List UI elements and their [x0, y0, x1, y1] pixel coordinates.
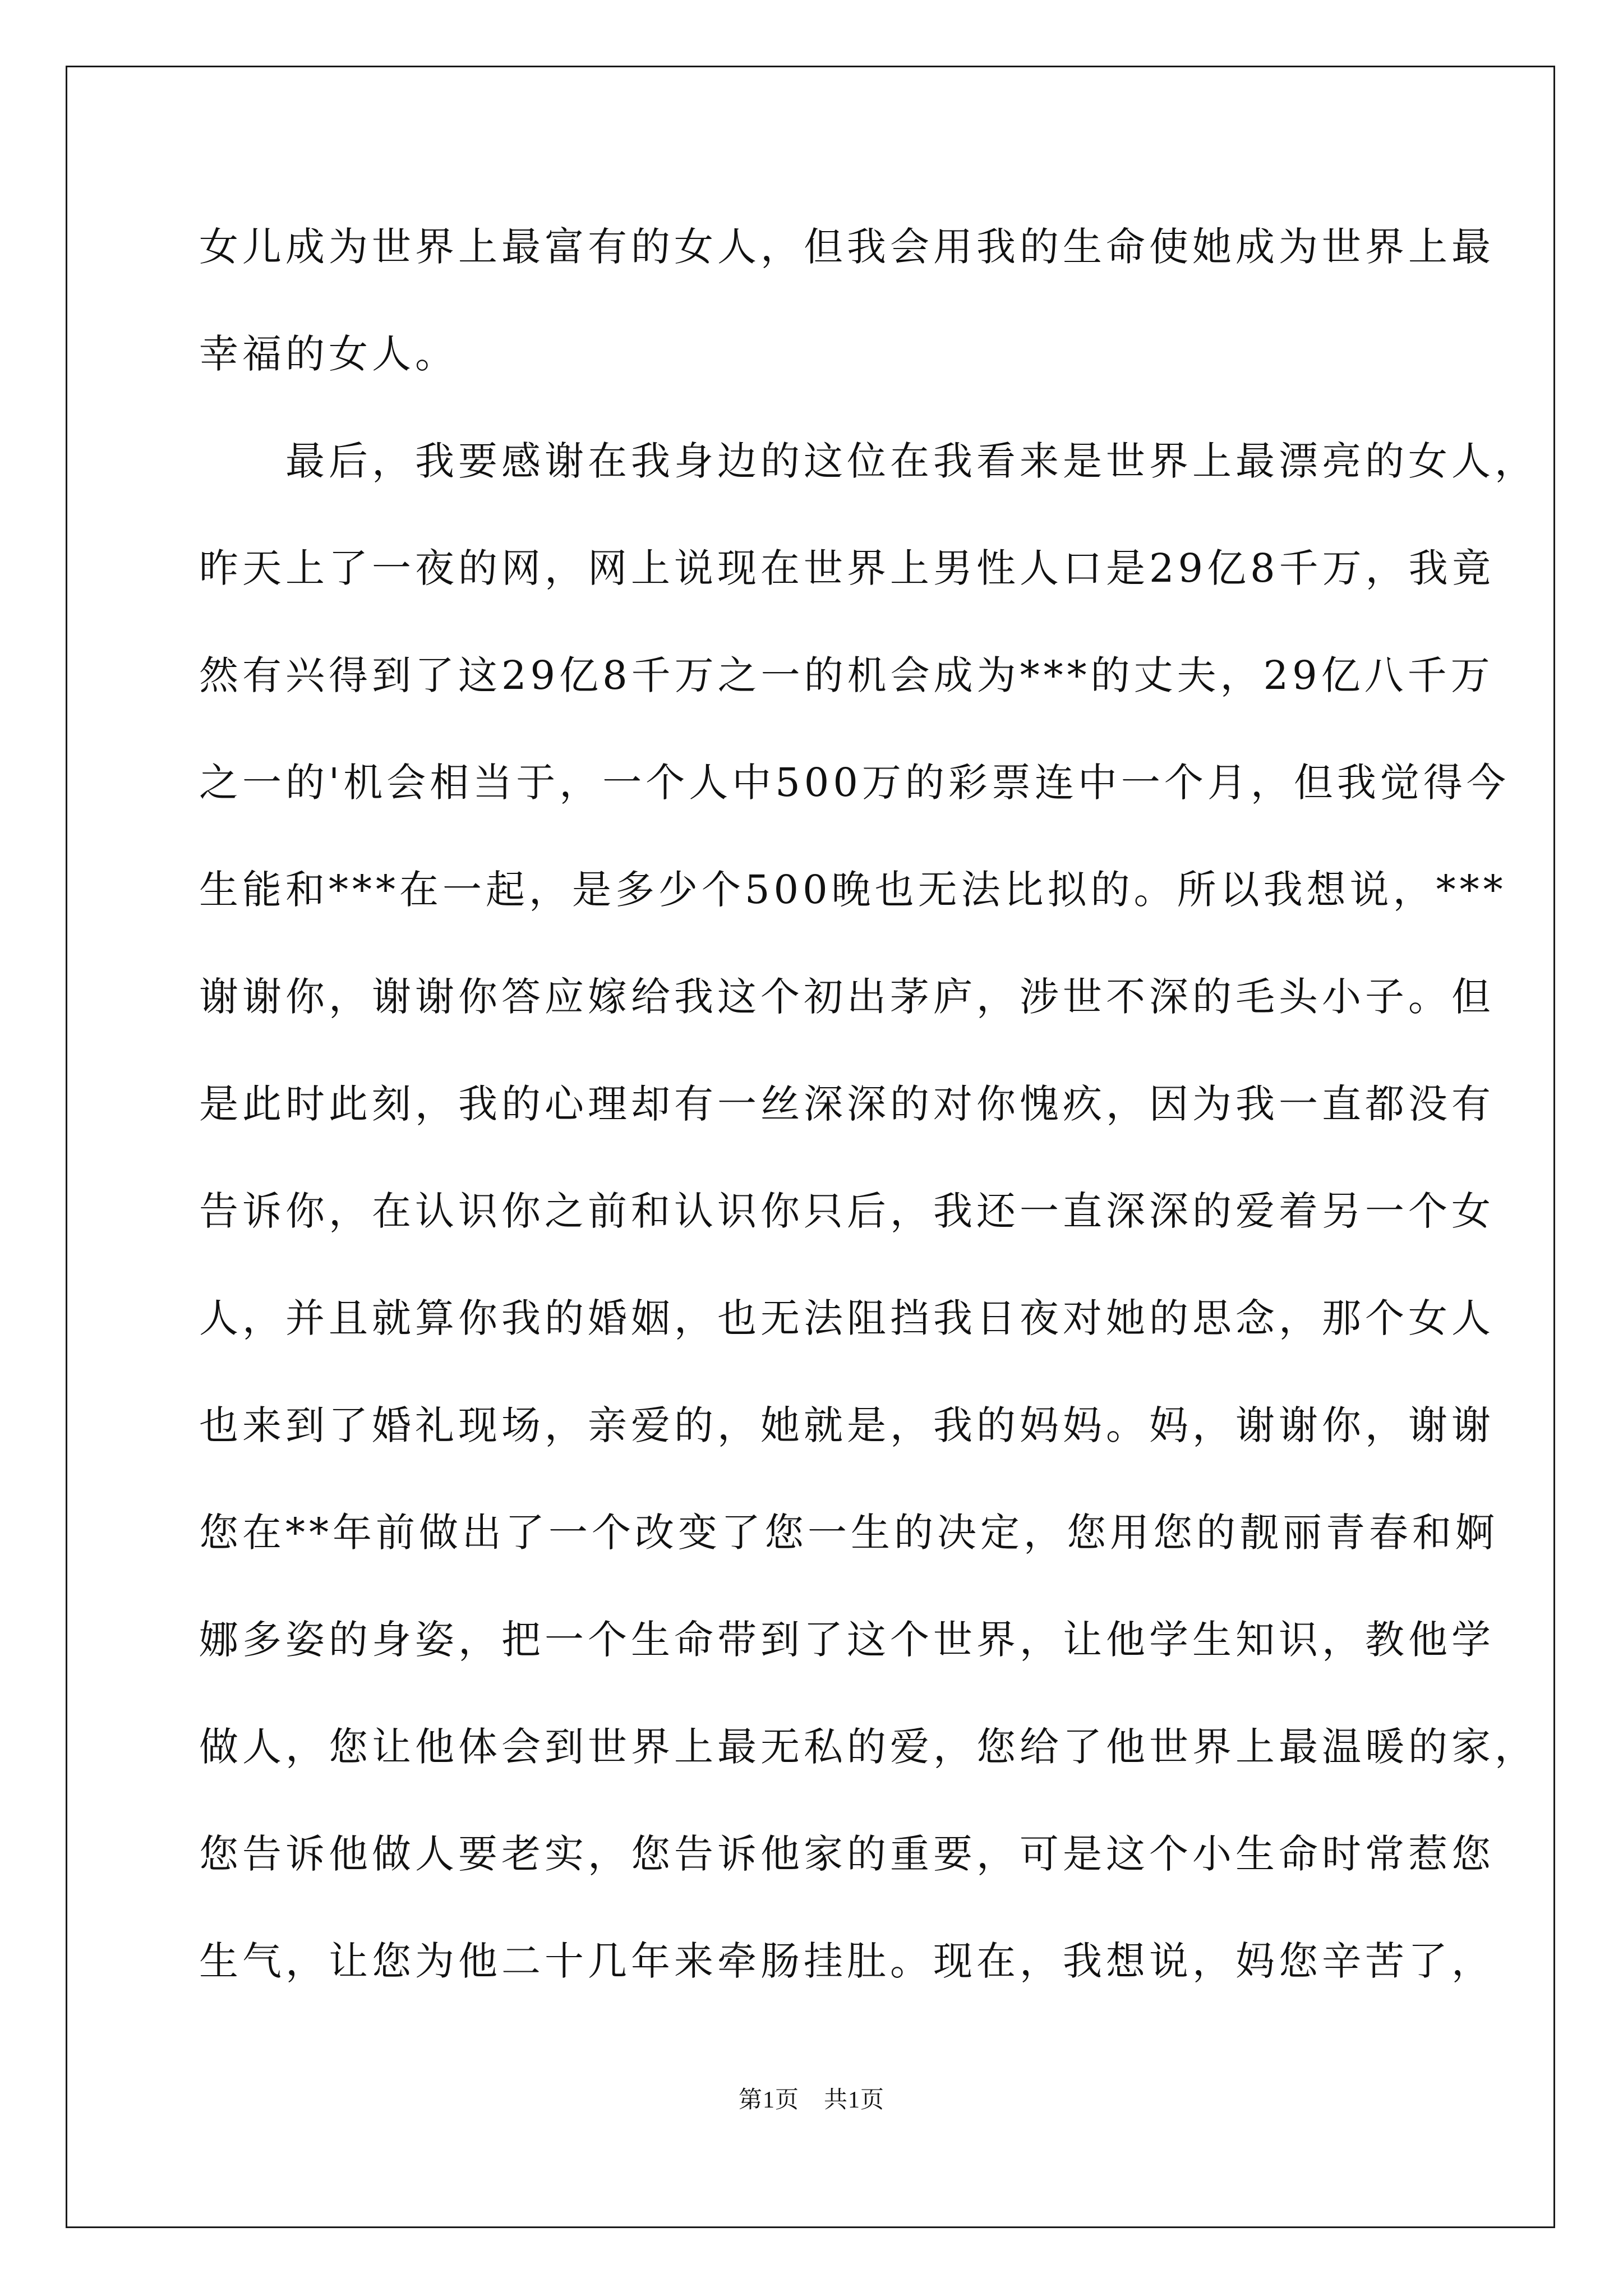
- text-line: 告诉你，在认识你之前和认识你只后，我还一直深深的爱着另一个女: [199, 1188, 1495, 1234]
- text-line: 生能和***在一起，是多少个500晚也无法比拟的。所以我想说，***: [199, 867, 1507, 913]
- text-line: 谢谢你，谢谢你答应嫁给我这个初出茅庐，涉世不深的毛头小子。但: [199, 974, 1495, 1020]
- text-line: 是此时此刻，我的心理却有一丝深深的对你愧疚，因为我一直都没有: [199, 1081, 1495, 1127]
- text-line: 您告诉他做人要老实，您告诉他家的重要，可是这个小生命时常惹您: [199, 1831, 1495, 1877]
- text-line: 幸福的女人。: [199, 331, 458, 377]
- text-line: 昨天上了一夜的网，网上说现在世界上男性人口是29亿8千万，我竟: [199, 545, 1495, 591]
- page-total: 共1页: [824, 2087, 885, 2113]
- text-line: 做人，您让他体会到世界上最无私的爱，您给了他世界上最温暖的家，: [199, 1724, 1538, 1770]
- page-number: 第1页: [738, 2087, 799, 2113]
- text-line: 也来到了婚礼现场，亲爱的，她就是，我的妈妈。妈，谢谢你，谢谢: [199, 1402, 1495, 1448]
- text-line: 您在**年前做出了一个改变了您一生的决定，您用您的靓丽青春和婀: [199, 1510, 1498, 1556]
- page-footer: [0, 2081, 1623, 2115]
- text-line: 然有兴得到了这29亿8千万之一的机会成为***的丈夫，29亿八千万: [199, 652, 1494, 698]
- document-body: [199, 213, 1538, 2035]
- text-line: 人，并且就算你我的婚姻，也无法阻挡我日夜对她的思念，那个女人: [199, 1295, 1495, 1341]
- text-line: 之一的'机会相当于，一个人中500万的彩票连中一个月，但我觉得今: [199, 760, 1510, 806]
- text-line: 女儿成为世界上最富有的女人，但我会用我的生命使她成为世界上最: [199, 224, 1495, 270]
- text-line: 最后，我要感谢在我身边的这位在我看来是世界上最漂亮的女人，: [199, 438, 1538, 484]
- text-line: 娜多姿的身姿，把一个生命带到了这个世界，让他学生知识，教他学: [199, 1617, 1495, 1663]
- text-line: 生气，让您为他二十几年来牵肠挂肚。现在，我想说，妈您辛苦了，: [199, 1938, 1495, 1984]
